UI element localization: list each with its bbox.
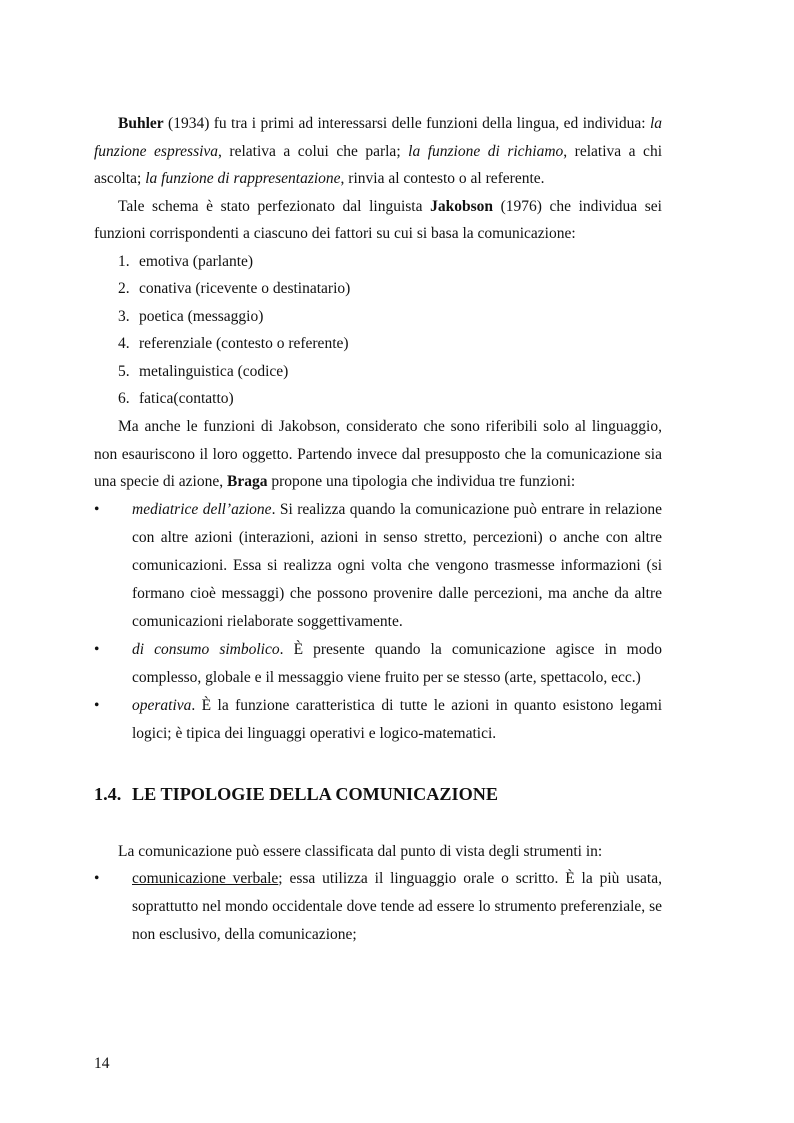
list-item: 5. metalinguistica (codice) bbox=[118, 362, 289, 380]
author-braga: Braga bbox=[226, 473, 268, 491]
list-item: • comunicazione verbale; essa utilizza il linguaggio orale o scritto. È la più usata, soprattutto nel mondo occidentale dove tende ad essere lo strumento preferenziale, se non esclusivo, della comunicazione; bbox=[94, 865, 662, 949]
section-title: LE TIPOLOGIE DELLA COMUNICAZIONE bbox=[132, 783, 499, 804]
list-item: 2. conativa (ricevente o destinatario) bbox=[118, 280, 351, 298]
section-heading bbox=[94, 780, 662, 808]
list-item: 4. referenziale (contesto o referente) bbox=[118, 335, 349, 353]
list-item: 3. poetica (messaggio) bbox=[118, 307, 264, 325]
term-funzione-espressiva: la funzione espressiva bbox=[94, 115, 662, 160]
list-item: 1. emotiva (parlante) bbox=[118, 252, 254, 270]
paragraph-buhler: Buhler (1934) fu tra i primi ad interessarsi delle funzioni della lingua, ed individua: la funzione espressiva, relativa a colui che parla; la funzione di richiamo, relativa a chi ascolta; la funzione di rappresentazione, rinvia al contesto o al referente. bbox=[94, 115, 662, 187]
paragraph-tipologie: La comunicazione può essere classificata dal punto di vista degli strumenti in: bbox=[118, 842, 603, 860]
bullet-icon: • bbox=[94, 870, 100, 888]
term-funzione-rappresentazione: la funzione di rappresentazione bbox=[145, 170, 341, 187]
term-funzione-richiamo: la funzione di richiamo bbox=[408, 142, 564, 160]
bullet-icon: • bbox=[94, 696, 100, 714]
author-buhler: Buhler bbox=[118, 115, 164, 132]
section-number: 1.4. bbox=[94, 783, 122, 804]
page-body bbox=[94, 110, 662, 949]
communication-types-list bbox=[94, 865, 662, 949]
list-item: • mediatrice dell’azione. Si realizza quando la comunicazione può entrare in relazione con altre azioni (interazioni, azioni in senso stretto, percezioni) o anche con altre comunicazioni. Essa si realizza ogni volta che vengono trasmesse informazioni (si formano cioè messaggi) che possono provenire dalle percezioni, ma anche da altre comunicazioni rielaborate soggettivamente. bbox=[94, 496, 662, 636]
bullet-icon: • bbox=[94, 640, 100, 658]
jakobson-functions-list bbox=[94, 248, 662, 414]
author-jakobson: Jakobson bbox=[430, 197, 493, 215]
page-number: 14 bbox=[94, 1055, 110, 1072]
list-item: • di consumo simbolico. È presente quando la comunicazione agisce in modo complesso, globale e il messaggio viene fruito per se stesso (arte, spettacolo, ecc.) bbox=[94, 636, 662, 692]
paragraph-jakobson: Tale schema è stato perfezionato dal linguista Jakobson (1976) che individua sei funzioni corrispondenti a ciascuno dei fattori su cui si basa la comunicazione: bbox=[94, 197, 662, 242]
bullet-icon: • bbox=[94, 500, 100, 518]
paragraph-braga: Ma anche le funzioni di Jakobson, considerato che sono riferibili solo al linguaggio, non esauriscono il loro oggetto. Partendo invece dal presupposto che la comunicazione sia una specie di azione, Braga propone una tipologia che individua tre funzioni: bbox=[94, 418, 662, 491]
list-item: • operativa. È la funzione caratteristica di tutte le azioni in quanto esistono legami logici; è tipica dei linguaggi operativi e logico-matematici. bbox=[94, 692, 662, 748]
braga-functions-list bbox=[94, 496, 662, 748]
list-item: 6. fatica(contatto) bbox=[118, 390, 234, 408]
